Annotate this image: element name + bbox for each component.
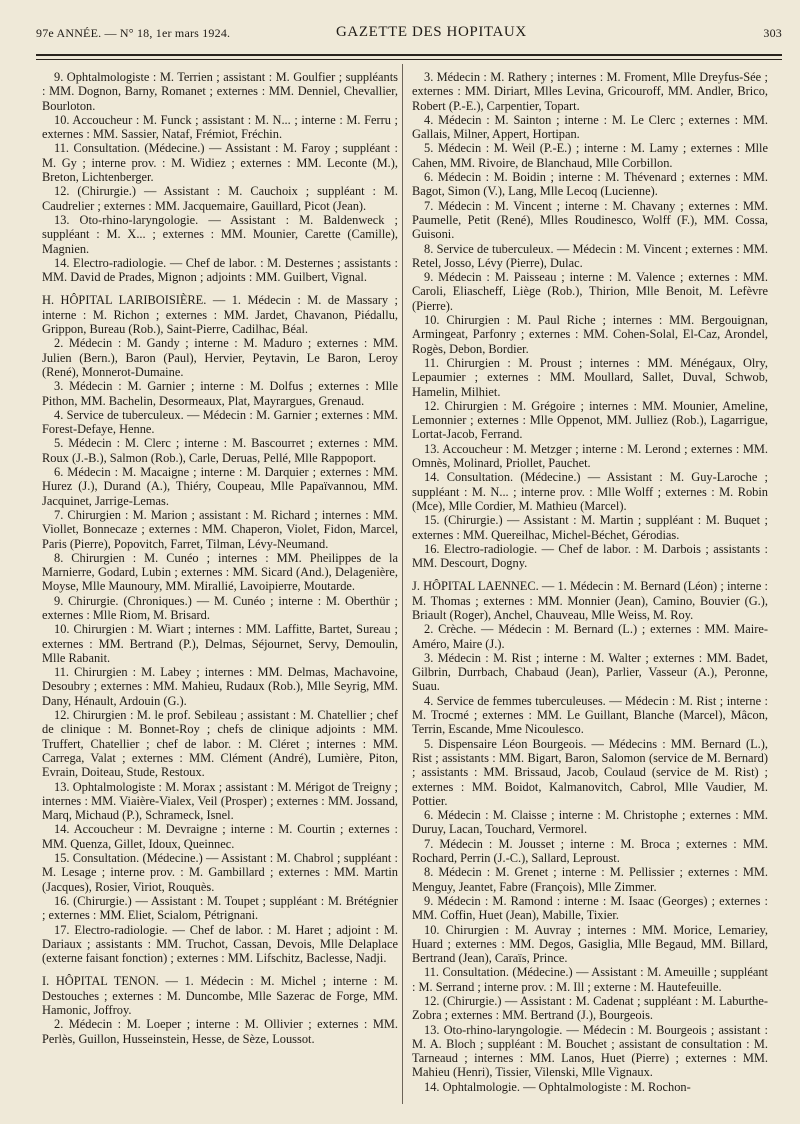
- staff-entry: 7. Médecin : M. Vincent ; interne : M. Chavany ; externes : MM. Paumelle, Petit (René), Mlles Roudinesco, Wolff (F.), MM. Cossa, Guisoni.: [412, 198, 768, 242]
- staff-entry: 15. Consultation. (Médecine.) — Assistant : M. Chabrol ; suppléant : M. Lesage ; interne prov. : M. Gambillard ; externes : MM. Martin (Jacques), Rosier, Viriot, Rouquès.: [42, 851, 398, 894]
- staff-entry: 10. Chirurgien : M. Wiart ; internes : MM. Laffitte, Bartet, Sureau ; externes : MM. Bertrand (P.), Delmas, Séjournet, Servy, Demoulin, Mlle Rabanit.: [42, 622, 398, 665]
- staff-entry: 10. Chirurgien : M. Paul Riche ; internes : MM. Bergouignan, Armingeat, Parfonry ; externes : MM. Cohen-Solal, El-Caz, Arondel, Rogès, Debon, Bordier.: [412, 313, 768, 356]
- staff-entry: 6. Médecin : M. Claisse ; interne : M. Christophe ; externes : MM. Duruy, Lacan, Touchard, Vermorel.: [412, 808, 768, 837]
- staff-entry: 4. Médecin : M. Sainton ; interne : M. Le Clerc ; externes : MM. Gallais, Milner, Appert, Hortipan.: [412, 112, 768, 142]
- staff-entry: 7. Médecin : M. Jousset ; interne : M. Broca ; externes : MM. Rochard, Perrin (J.-C.), Sallard, Leproust.: [412, 836, 768, 866]
- page-header: [36, 26, 782, 48]
- staff-entry: 17. Electro-radiologie. — Chef de labor. : M. Haret ; adjoint : M. Dariaux ; assistants : MM. Truchot, Cassan, Devois, Mlle Delaplace (externe faisant fonction) ; externes : MM. Lifschitz, Baclesse, Nadji.: [42, 922, 398, 966]
- staff-entry: 11. Consultation. (Médecine.) — Assistant : M. Ameuille ; suppléant : M. Serrand ; interne prov. : M. Ill ; externe : M. Hautefeuille.: [412, 965, 768, 994]
- header-rule: [36, 54, 782, 60]
- page-number: 303: [763, 26, 782, 40]
- left-column: [42, 70, 398, 1046]
- staff-entry: 8. Médecin : M. Grenet ; interne : M. Pellissier ; externes : MM. Menguy, Jeantet, Fabre (François), Mlle Zimmer.: [412, 865, 768, 894]
- section-gap: [412, 570, 768, 579]
- hospital-section-entry: H. HÔPITAL LARIBOISIÈRE. — 1. Médecin : M. de Massary ; interne : M. Richon ; externes : MM. Jardet, Chavanon, Piédallu, Grippon, Bureau (Rob.), Saint-Pierre, Cadilhac, Béal.: [42, 293, 398, 337]
- staff-entry: 7. Chirurgien : M. Marion ; assistant : M. Richard ; internes : MM. Viollet, Bonnecaze ; externes : MM. Chaperon, Violet, Fidon, Marcel, Paris (Pierre), Popovitch, Farret, Tilman, Lévy-Neumand.: [42, 507, 398, 551]
- staff-entry: 13. Oto-rhino-laryngologie. — Médecin : M. Bourgeois ; assistant : M. A. Bloch ; suppléant : M. Bouchet ; assistant de consultation : M. Tarneaud ; internes : MM. Lanos, Huet (Pierre) ; externes : MM. Mahieu (Henri), Tissier, Vilenski, Mlle Vignaux.: [412, 1022, 768, 1080]
- staff-entry: 5. Dispensaire Léon Bourgeois. — Médecins : MM. Bernard (L.), Rist ; assistants : MM. Bigart, Baron, Salomon (service de M. Bernard) ; assistants : MM. Brissaud, Jacob, Coulaud (service de M. Rist) ; externes : MM. Boidot, Kalmanovitch, Cabrol, Mlle Vaudier, M. Pottier.: [412, 736, 768, 808]
- issue-line: 97e ANNÉE. — N° 18, 1er mars 1924.: [36, 26, 231, 40]
- staff-entry: 13. Accoucheur : M. Metzger ; interne : M. Lerond ; externes : MM. Omnès, Molinard, Priollet, Pauchet.: [412, 441, 768, 471]
- staff-entry: 14. Accoucheur : M. Devraigne ; interne : M. Courtin ; externes : MM. Quenza, Gillet, Idoux, Queinnec.: [42, 822, 398, 851]
- staff-entry: 3. Médecin : M. Rist ; interne : M. Walter ; externes : MM. Badet, Gilbrin, Durrbach, Chabaud (Jean), Parlier, Vasseur (A.), Peronne, Suau.: [412, 650, 768, 694]
- staff-entry: 5. Médecin : M. Weil (P.-E.) ; interne : M. Lamy ; externes : Mlle Cahen, MM. Rivoire, de Blanchaud, Mlle Corbillon.: [412, 141, 768, 170]
- staff-entry: 5. Médecin : M. Clerc ; interne : M. Bascourret ; externes : MM. Roux (J.-B.), Salmon (Rob.), Carle, Deruas, Pellé, Mlle Rappoport.: [42, 436, 398, 465]
- staff-entry: 9. Chirurgie. (Chroniques.) — M. Cunéo ; interne : M. Oberthür ; externes : Mlle Riom, M. Brisard.: [42, 593, 398, 622]
- staff-entry: 12. (Chirurgie.) — Assistant : M. Cadenat ; suppléant : M. Laburthe-Zobra ; externes : MM. Bertrand (J.), Bourgeois.: [412, 994, 768, 1023]
- staff-entry: 2. Médecin : M. Gandy ; interne : M. Maduro ; externes : MM. Julien (Bern.), Baron (Paul), Hervier, Peytavin, Le Baron, Leroy (René), Monnerot-Dumaine.: [42, 336, 398, 379]
- staff-entry: 14. Consultation. (Médecine.) — Assistant : M. Guy-Laroche ; suppléant : M. N... ; interne prov. : Mlle Wolff ; externes : M. Robin (Mce), Mlle Cordier, M. Mathieu (Marcel).: [412, 470, 768, 513]
- hospital-section-entry: J. HÔPITAL LAENNEC. — 1. Médecin : M. Bernard (Léon) ; interne : M. Thomas ; externes : MM. Monnier (Jean), Camino, Bouvier (G.), Briault (Roger), Anchel, Chauveau, Mlle Weiss, M. Roy.: [412, 579, 768, 622]
- staff-entry: 11. Chirurgien : M. Proust ; internes : MM. Ménégaux, Olry, Lepaumier ; externes : MM. Moullard, Sallet, Duval, Schwob, Hamelin, Milhiet.: [412, 355, 768, 399]
- staff-entry: 8. Service de tuberculeux. — Médecin : M. Vincent ; externes : MM. Retel, Josso, Lévy (Pierre), Dulac.: [412, 241, 768, 270]
- hospital-section-entry: I. HÔPITAL TENON. — 1. Médecin : M. Michel ; interne : M. Destouches ; externes : M. Duncombe, Mlle Sazerac de Forge, MM. Hamonic, Joffroy.: [42, 974, 398, 1017]
- staff-entry: 2. Médecin : M. Loeper ; interne : M. Ollivier ; externes : MM. Perlès, Guillon, Husseinstein, Hesse, de Sèze, Loussot.: [42, 1017, 398, 1046]
- column-divider: [402, 64, 403, 1104]
- staff-entry: 11. Consultation. (Médecine.) — Assistant : M. Faroy ; suppléant : M. Gy ; interne prov. : M. Widiez ; externes : MM. Leconte (M.), Breton, Lichtenberger.: [42, 141, 398, 185]
- staff-entry: 4. Service de tuberculeux. — Médecin : M. Garnier ; externes : MM. Forest-Defaye, Henne.: [42, 407, 398, 437]
- section-gap: [42, 284, 398, 293]
- right-column: [412, 70, 768, 1094]
- staff-entry: 2. Crèche. — Médecin : M. Bernard (L.) ; externes : MM. Maire-Améro, Maire (J.).: [412, 622, 768, 651]
- staff-entry: 12. Chirurgien : M. le prof. Sebileau ; assistant : M. Chatellier ; chef de clinique : M. Bonnet-Roy ; chefs de clinique adjoints : MM. Truffert, Chatellier ; chef de labor. : M. Cléret ; internes : MM. Carrega, Valat ; externes : MM. Clément (André), Lumière, Piton, Evrain, Doiteau, Stude, Restoux.: [42, 708, 398, 780]
- staff-entry: 4. Service de femmes tuberculeuses. — Médecin : M. Rist ; interne : M. Trocmé ; externes : MM. Le Guillant, Blanche (Marcel), Mâcon, Terrin, Escande, Mme Nicoulesco.: [412, 693, 768, 737]
- staff-entry: 3. Médecin : M. Garnier ; interne : M. Dolfus ; externes : Mlle Pithon, MM. Bachelin, Desormeaux, Plat, Mayrargues, Grenaud.: [42, 379, 398, 408]
- staff-entry: 14. Ophtalmologie. — Ophtalmologiste : M. Rochon-: [424, 1079, 691, 1094]
- staff-entry: 11. Chirurgien : M. Labey ; internes : MM. Delmas, Machavoine, Desoubry ; externes : MM. Mahieu, Rudaux (Rob.), Mlle Seyrig, MM. Dany, Hénault, Ardouin (G.).: [42, 665, 398, 708]
- staff-entry: 12. (Chirurgie.) — Assistant : M. Cauchoix ; suppléant : M. Caudrelier ; externes : MM. Jacquemaire, Gauillard, Picot (Jean).: [42, 184, 398, 213]
- publication-title: GAZETTE DES HOPITAUX: [336, 24, 527, 40]
- staff-entry: 6. Médecin : M. Macaigne ; interne : M. Darquier ; externes : MM. Hurez (J.), Durand (A.), Thiéry, Coupeau, Mlle Papaïvannou, MM. Jacquinet, Jarrige-Lemas.: [42, 465, 398, 508]
- staff-entry: 9. Médecin : M. Ramond : interne : M. Isaac (Georges) ; externes : MM. Coffin, Huet (Jean), Mabille, Tixier.: [412, 893, 768, 923]
- staff-entry: 15. (Chirurgie.) — Assistant : M. Martin ; suppléant : M. Buquet ; externes : MM. Quereilhac, Michel-Béchet, Gérodias.: [412, 513, 768, 542]
- staff-entry: 16. Electro-radiologie. — Chef de labor. : M. Darbois ; assistants : MM. Descourt, Dogny.: [412, 541, 768, 571]
- staff-entry: 3. Médecin : M. Rathery ; internes : M. Froment, Mlle Dreyfus-Sée ; externes : MM. Diriart, Mlles Levina, Gricouroff, MM. Andler, Brico, Robert (P.-E.), Carpentier, Topart.: [412, 70, 768, 113]
- staff-entry: 6. Médecin : M. Boidin ; interne : M. Thévenard ; externes : MM. Bagot, Simon (V.), Lang, Mlle Lecoq (Lucienne).: [412, 170, 768, 199]
- staff-entry: 13. Oto-rhino-laryngologie. — Assistant : M. Baldenweck ; suppléant : M. X... ; externes : MM. Mounier, Carette (Camille), Magnien.: [42, 212, 398, 256]
- staff-entry: 8. Chirurgien : M. Cunéo ; internes : MM. Pheilippes de la Marnierre, Godard, Lubin ; externes : MM. Sicard (And.), Delagenière, Moyse, Mlle Maunoury, MM. Mirallié, Lavoipierre, Moutarde.: [42, 550, 398, 594]
- staff-entry: 13. Ophtalmologiste : M. Morax ; assistant : M. Mérigot de Treigny ; internes : MM. Viaière-Vialex, Veil (Prosper) ; externes : MM. Jossand, Marq, Michaud (P.), Schrameck, Isnel.: [42, 779, 398, 823]
- section-gap: [42, 965, 398, 974]
- staff-entry: 9. Médecin : M. Paisseau ; interne : M. Valence ; externes : MM. Caroli, Eliascheff, Liège (Rob.), Thirion, Mlle Benoit, M. Lefèvre (Pierre).: [412, 270, 768, 313]
- staff-entry: 10. Accoucheur : M. Funck ; assistant : M. N... ; interne : M. Ferru ; externes : MM. Sassier, Nataf, Frémiot, Fréchin.: [42, 112, 398, 142]
- staff-entry: 10. Chirurgien : M. Auvray ; internes : MM. Morice, Lemariey, Huard ; externes : MM. Degos, Gasiglia, Mlle Begaud, MM. Billard, Bertrand (Jean), Caraïs, Prince.: [412, 922, 768, 966]
- staff-entry: 9. Ophtalmologiste : M. Terrien ; assistant : M. Goulfier ; suppléants : MM. Dognon, Barny, Romanet ; externes : MM. Denniel, Chevallier, Bourloton.: [42, 70, 398, 113]
- staff-entry: 12. Chirurgien : M. Grégoire ; internes : MM. Mounier, Ameline, Lemonnier ; externes : Mlle Oppenot, MM. Julliez (Rob.), Lagarrigue, Lortat-Jacob, Ferrand.: [412, 398, 768, 442]
- staff-entry: 14. Electro-radiologie. — Chef de labor. : M. Desternes ; assistants : MM. David de Prades, Mignon ; adjoints : MM. Guilbert, Vignal.: [42, 255, 398, 285]
- staff-entry: 16. (Chirurgie.) — Assistant : M. Toupet ; suppléant : M. Brétégnier ; externes : MM. Eliet, Scialom, Pétrignani.: [42, 893, 398, 923]
